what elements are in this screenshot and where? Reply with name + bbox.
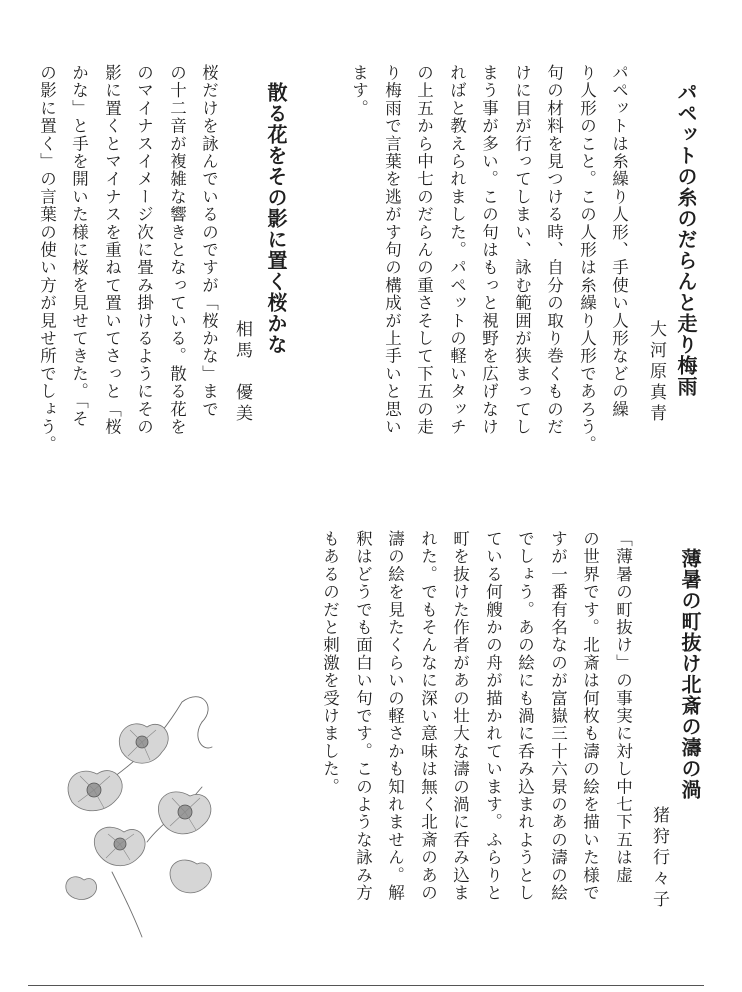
section3-line-8: 濤の絵を見たくらいの軽さかも知れません。解: [385, 530, 405, 902]
section3-line-1: 「薄暑の町抜け」の事実に対し中七下五は虚: [613, 530, 633, 884]
footer-rule: [28, 985, 704, 986]
section3-line-10: もあるのだと刺激を受けました。: [320, 530, 340, 796]
section1-title: パペットの糸のだらんと走り梅雨: [674, 82, 698, 397]
section2-line-1: 桜だけを詠んでいるのですが「桜かな」まで: [199, 64, 219, 418]
morning-glory-illustration: [52, 692, 222, 942]
section3-line-5: ている何艘かの舟が描かれています。ふらりと: [483, 530, 503, 902]
section1-line-9: ます。: [349, 64, 369, 118]
section1-line-6: ればと教えられました。パペットの軽いタッチ: [447, 64, 467, 436]
section1-line-5: まう事が多い。この句はもっと視野を広げなけ: [479, 64, 499, 436]
section2-line-5: かな」と手を開いた様に桜を見せてきた。「そ: [69, 64, 89, 428]
section3-author: 猪狩行々子: [649, 806, 669, 911]
section3-line-6: 町を抜けた作者があの壮大な濤の渦に呑み込ま: [450, 530, 470, 902]
section2-line-6: の影に置く」の言葉の使い方が見せ所でしょう。: [37, 64, 57, 454]
section1-line-4: けに目が行ってしまい、詠む範囲が狭まってし: [512, 64, 532, 436]
section2-title: 散る花をその影に置く桜かな: [264, 82, 288, 355]
section1-line-2: り人形のこと。この人形は糸繰り人形であろう。: [577, 64, 597, 454]
section3-line-4: でしょう。あの絵にも渦に呑み込まれようとし: [515, 530, 535, 902]
section2-author: 相馬 優美: [232, 320, 252, 425]
section3-line-2: の世界です。北斎は何枚も濤の絵を描いた様で: [580, 530, 600, 902]
section1-line-8: り梅雨で言葉を逃がす句の構成が上手いと思い: [382, 64, 402, 436]
section2-line-3: のマイナスイメージ次に畳み掛けるようにその: [134, 64, 154, 436]
section1-line-1: パペットは糸繰り人形、手使い人形などの繰: [609, 64, 629, 418]
section3-line-3: すが一番有名なのが富嶽三十六景のあの濤の絵: [548, 530, 568, 902]
section3-title: 薄暑の町抜け北斎の濤の渦: [678, 548, 702, 800]
section1-line-3: 句の材料を見つける時、自分の取り巻くものだ: [544, 64, 564, 436]
section3-line-9: 釈はどうでも面白い句です。このような詠み方: [353, 530, 373, 902]
section3-line-7: れた。でもそんなに深い意味は無く北斎のあの: [418, 530, 438, 902]
section1-author: 大河原真青: [646, 320, 666, 425]
section2-line-2: の十二音が複雑な響きとなっている。散る花を: [167, 64, 187, 436]
section1-line-7: の上五から中七のだらんの重さそして下五の走: [414, 64, 434, 436]
section2-line-4: 影に置くとマイナスを重ねて置いてさっと「桜: [102, 64, 122, 436]
